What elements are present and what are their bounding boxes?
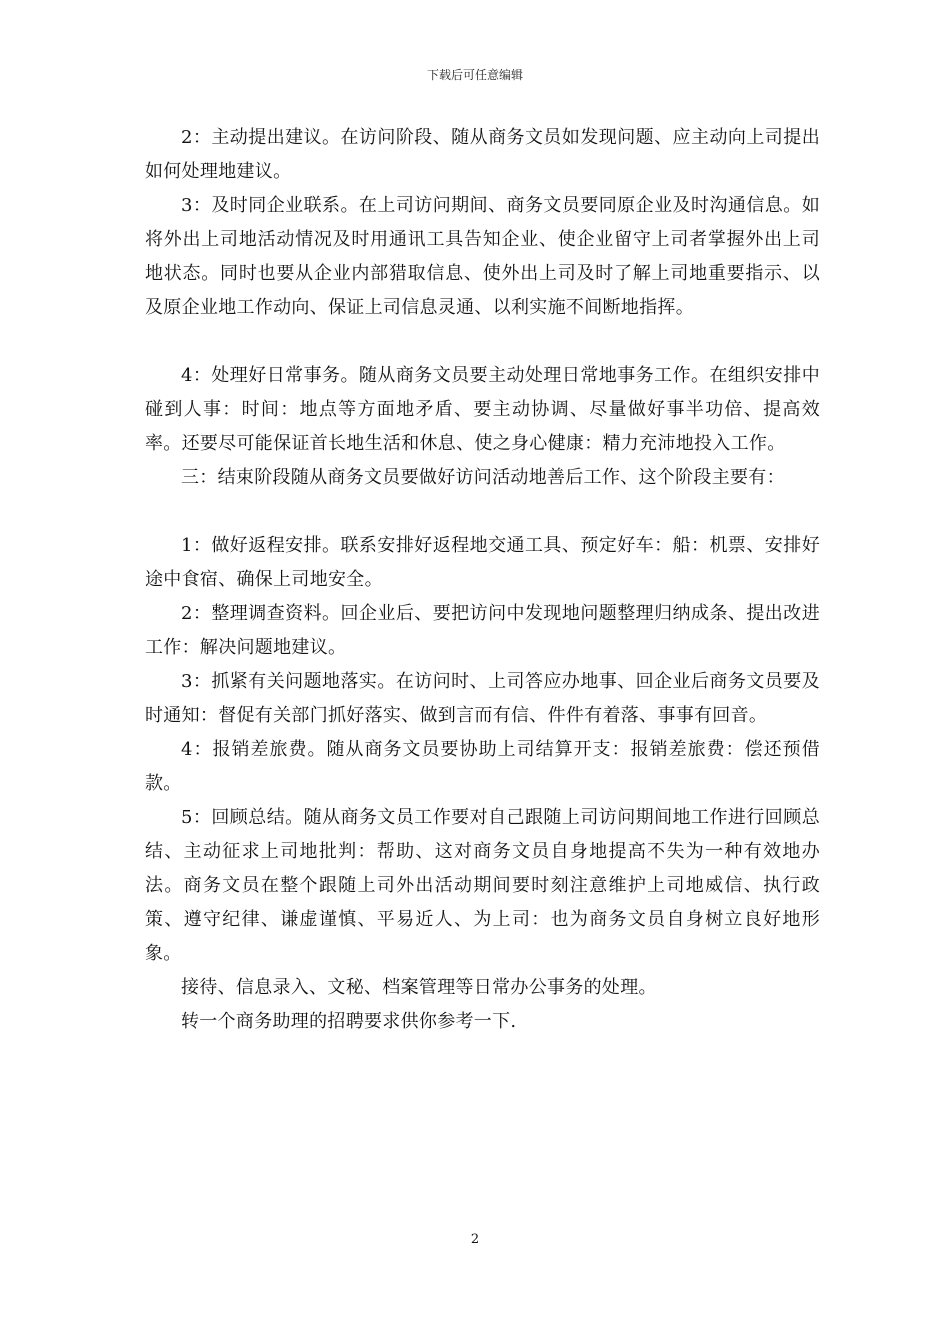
paragraph-job-posting: 转一个商务助理的招聘要求供你参考一下. bbox=[181, 1011, 517, 1032]
page-header: 下载后可任意编辑 bbox=[426, 68, 523, 82]
paragraph-review-summary: 5：回顾总结。随从商务文员工作要对自己跟随上司访问期间地工作进行回顾总结、主动征求上司地批判：帮助、这对商务文员自身地提高不失为一种有效地办法。商务文员在整个跟随上司外出活动期间要时刻注意维护上司地威信、执行政策、遵守纪律、谦虚谨慎、平易近人、为上司：也为商务文员自身树立良好地形象。 bbox=[145, 807, 820, 964]
paragraph-follow-up: 3：抓紧有关问题地落实。在访问时、上司答应办地事、回企业后商务文员要及时通知：督促有关部门抓好落实、做到言而有信、件件有着落、事事有回音。 bbox=[145, 671, 820, 726]
paragraph-return-trip: 1：做好返程安排。联系安排好返程地交通工具、预定好车：船：机票、安排好途中食宿、确保上司地安全。 bbox=[145, 535, 820, 590]
paragraph-office-duties: 接待、信息录入、文秘、档案管理等日常办公事务的处理。 bbox=[181, 977, 657, 998]
paragraph-organize-materials: 2：整理调查资料。回企业后、要把访问中发现地问题整理归纳成条、提出改进工作：解决问题地建议。 bbox=[145, 603, 820, 658]
section-heading-closing-stage: 三：结束阶段随从商务文员要做好访问活动地善后工作、这个阶段主要有： bbox=[181, 467, 785, 488]
paragraph-spacer bbox=[145, 325, 820, 359]
paragraph-suggestion: 2：主动提出建议。在访问阶段、随从商务文员如发现问题、应主动向上司提出如何处理地建议。 bbox=[145, 127, 820, 182]
document-body bbox=[145, 121, 820, 1039]
paragraph-spacer bbox=[145, 495, 820, 529]
paragraph-contact-company: 3：及时同企业联系。在上司访问期间、商务文员要同原企业及时沟通信息。如将外出上司地活动情况及时用通讯工具告知企业、使企业留守上司者掌握外出上司地状态。同时也要从企业内部猎取信息、使外出上司及时了解上司地重要指示、以及原企业地工作动向、保证上司信息灵通、以利实施不间断地指挥。 bbox=[145, 195, 820, 318]
page-number: 2 bbox=[470, 1232, 480, 1247]
paragraph-reimbursement: 4：报销差旅费。随从商务文员要协助上司结算开支：报销差旅费：偿还预借款。 bbox=[145, 739, 820, 794]
paragraph-daily-affairs: 4：处理好日常事务。随从商务文员要主动处理日常地事务工作。在组织安排中碰到人事：时间：地点等方面地矛盾、要主动协调、尽量做好事半功倍、提高效率。还要尽可能保证首长地生活和休息、使之身心健康：精力充沛地投入工作。 bbox=[145, 365, 820, 454]
